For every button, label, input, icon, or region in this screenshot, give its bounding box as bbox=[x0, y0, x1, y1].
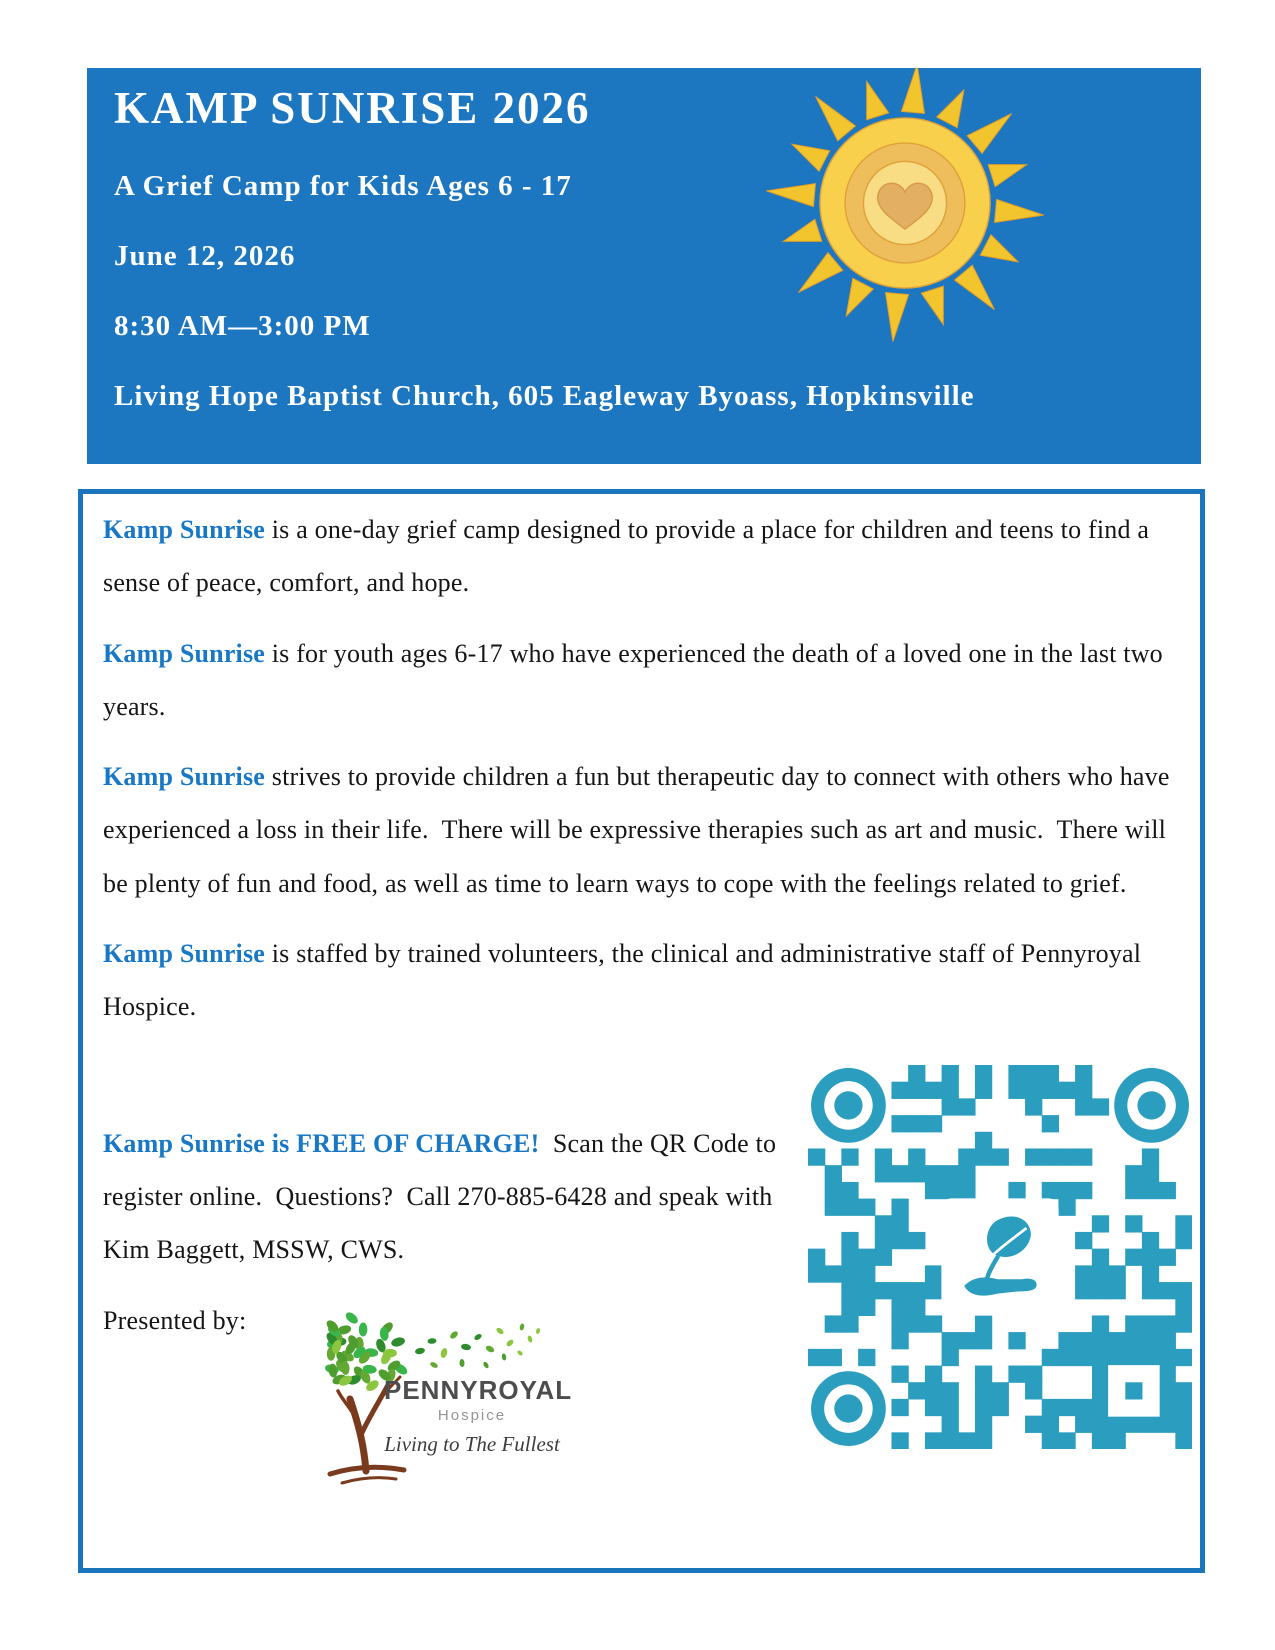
program-paragraph bbox=[103, 750, 1192, 910]
bottom-section bbox=[103, 1051, 1192, 1489]
pennyroyal-hospice-logo bbox=[308, 1311, 778, 1489]
kamp-sunrise-highlight: Kamp Sunrise bbox=[103, 939, 266, 969]
paragraph-text: strives to provide children a fun but therapeutic day to connect with others who have experienced a loss in their life. There will be expressive therapies such as art and music. There will be plenty of fun and food, as well as time to learn ways to cope with the feelings related to grief. bbox=[103, 762, 1177, 898]
free-of-charge-highlight: Kamp Sunrise is FREE OF CHARGE! bbox=[103, 1128, 540, 1158]
banner-location: Living Hope Baptist Church, 605 Eagleway Byoass, Hopkinsville bbox=[114, 380, 975, 412]
banner-date: June 12, 2026 bbox=[114, 240, 296, 272]
logo-text-block bbox=[384, 1374, 573, 1457]
logo-subname: Hospice bbox=[437, 1406, 507, 1424]
header-banner bbox=[87, 68, 1201, 464]
banner-time: 8:30 AM—3:00 PM bbox=[114, 310, 371, 342]
content-box bbox=[78, 489, 1205, 1573]
registration-text: Scan the QR Code to register online. Questions? Call 270-885-6428 and speak with Kim Baggett, MSSW, CWS. bbox=[103, 1128, 783, 1265]
paragraph-text: is a one-day grief camp designed to provide a place for children and teens to find a sense of peace, comfort, and hope. bbox=[103, 515, 1156, 598]
presented-by-label: Presented by: bbox=[103, 1305, 247, 1335]
intro-paragraph bbox=[103, 503, 1192, 610]
banner-subtitle: A Grief Camp for Kids Ages 6 - 17 bbox=[114, 170, 572, 202]
paragraph-text: is for youth ages 6-17 who have experienced the death of a loved one in the last two years. bbox=[103, 638, 1170, 721]
registration-column bbox=[103, 1051, 808, 1489]
kamp-sunrise-highlight: Kamp Sunrise bbox=[103, 762, 266, 792]
paragraph-text: is staffed by trained volunteers, the clinical and administrative staff of Pennyroyal Hospice. bbox=[103, 939, 1148, 1022]
audience-paragraph bbox=[103, 627, 1192, 734]
logo-tagline: Living to The Fullest bbox=[384, 1431, 560, 1456]
qr-code bbox=[808, 1065, 1192, 1489]
page-title: KAMP SUNRISE 2026 bbox=[114, 83, 591, 133]
kamp-sunrise-highlight: Kamp Sunrise bbox=[103, 515, 266, 544]
sun-with-heart-icon bbox=[760, 68, 1050, 348]
staffing-paragraph bbox=[103, 927, 1192, 1034]
registration-note bbox=[103, 1117, 783, 1277]
logo-name: PENNYROYAL bbox=[384, 1374, 573, 1405]
kamp-sunrise-highlight: Kamp Sunrise bbox=[103, 638, 266, 668]
